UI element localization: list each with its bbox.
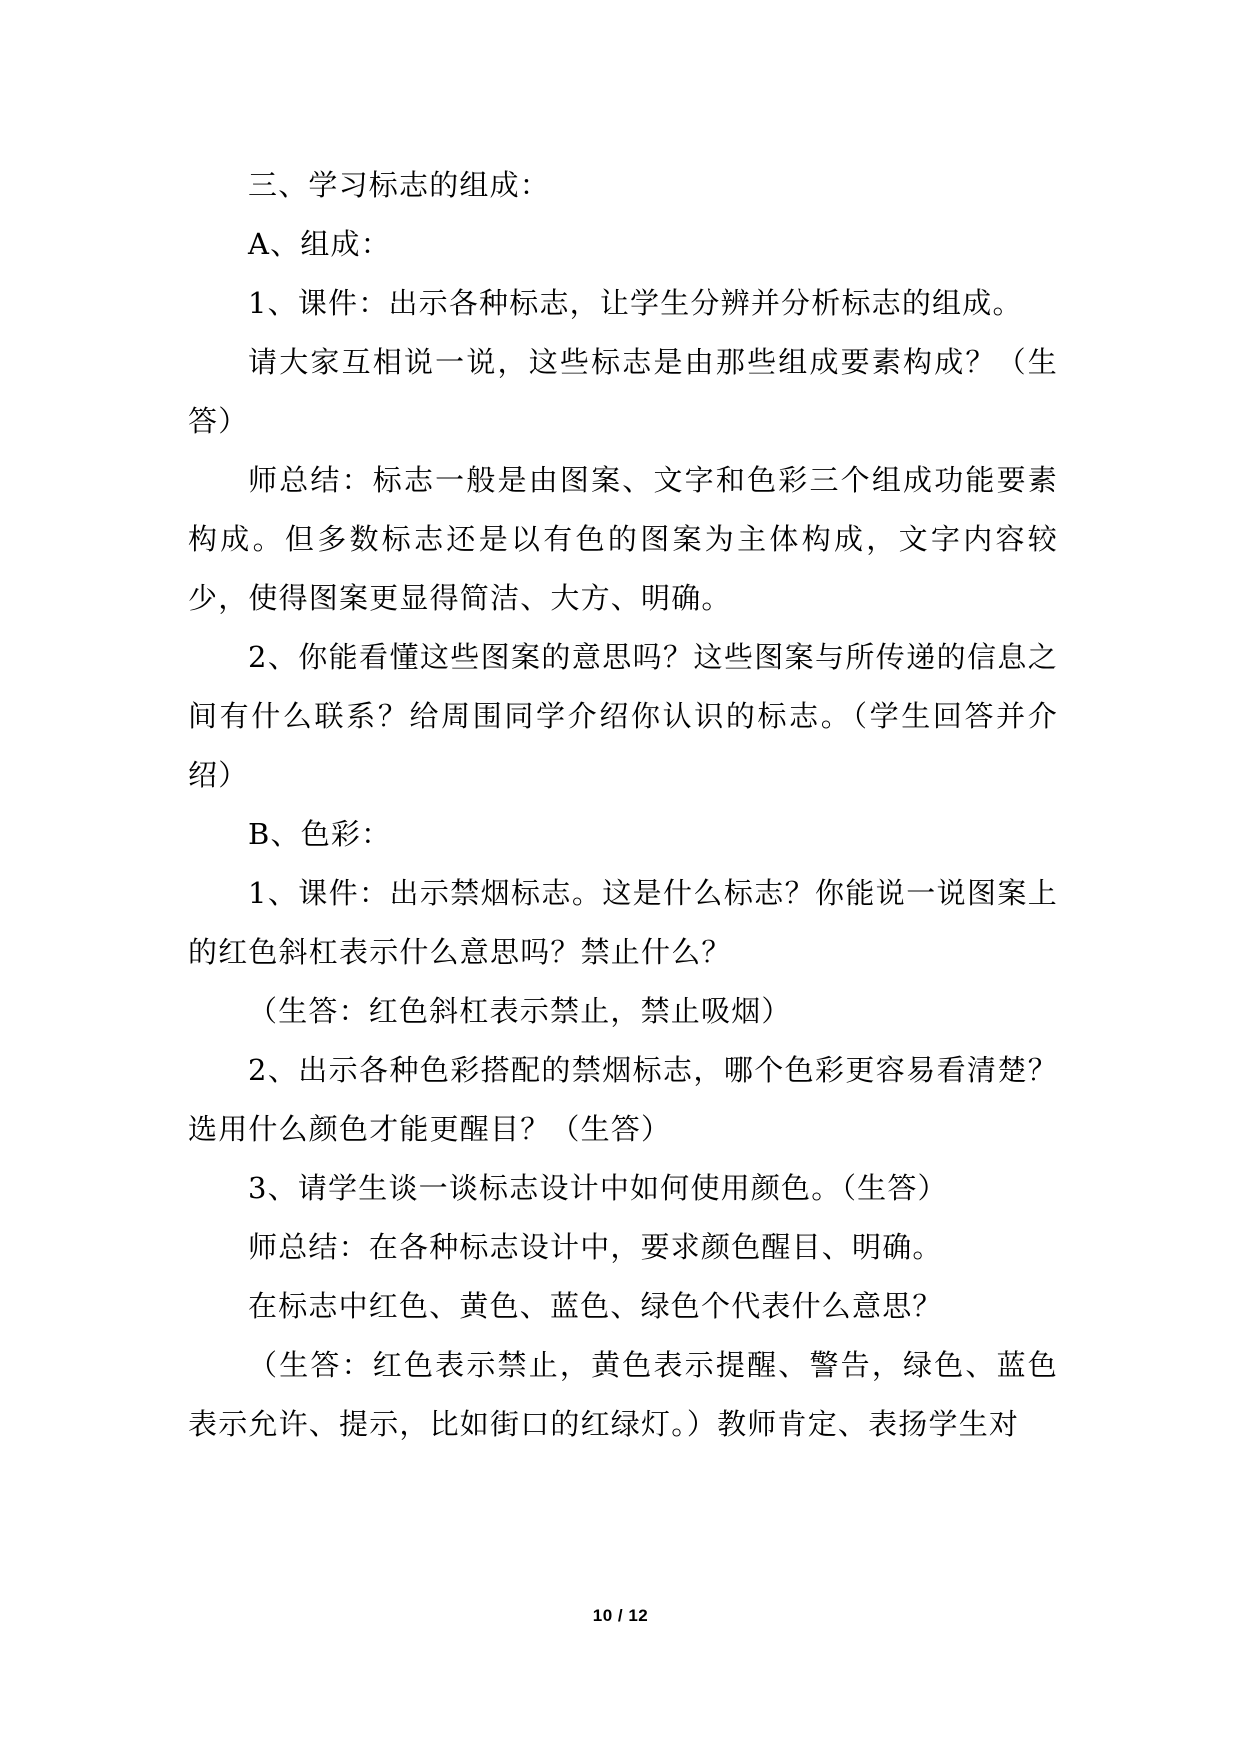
paragraph: （生答：红色斜杠表示禁止，禁止吸烟） xyxy=(248,994,792,1028)
paragraph: 请大家互相说一说，这些标志是由那些组成要素构成？（生答） xyxy=(188,345,1058,438)
paragraph: 在标志中红色、黄色、蓝色、绿色个代表什么意思？ xyxy=(248,1289,943,1323)
paragraph: （生答：红色表示禁止，黄色表示提醒、警告，绿色、蓝色表示允许、提示，比如街口的红绿灯。）教师肯定、表扬学生对 xyxy=(188,1348,1058,1441)
paragraph: 1、课件：出示各种标志，让学生分辨并分析标志的组成。 xyxy=(248,286,1023,320)
document-body xyxy=(188,156,1058,1454)
subsection-heading-color: B、色彩： xyxy=(248,817,392,851)
paragraph: 3、请学生谈一谈标志设计中如何使用颜色。（生答） xyxy=(248,1171,948,1205)
subsection-heading-composition: A、组成： xyxy=(248,227,391,261)
paragraph: 师总结：在各种标志设计中，要求颜色醒目、明确。 xyxy=(248,1230,943,1264)
page-number: 10 / 12 xyxy=(592,1606,649,1625)
paragraph: 师总结：标志一般是由图案、文字和色彩三个组成功能要素构成。但多数标志还是以有色的图案为主体构成，文字内容较少，使得图案更显得简洁、大方、明确。 xyxy=(188,463,1058,615)
paragraph: 2、你能看懂这些图案的意思吗？这些图案与所传递的信息之间有什么联系？给周围同学介绍你认识的标志。（学生回答并介绍） xyxy=(188,640,1058,792)
paragraph: 1、课件：出示禁烟标志。这是什么标志？你能说一说图案上的红色斜杠表示什么意思吗？禁止什么？ xyxy=(188,876,1058,969)
section-heading: 三、学习标志的组成： xyxy=(248,168,551,202)
paragraph: 2、出示各种色彩搭配的禁烟标志，哪个色彩更容易看清楚？选用什么颜色才能更醒目？（生答） xyxy=(188,1053,1058,1146)
